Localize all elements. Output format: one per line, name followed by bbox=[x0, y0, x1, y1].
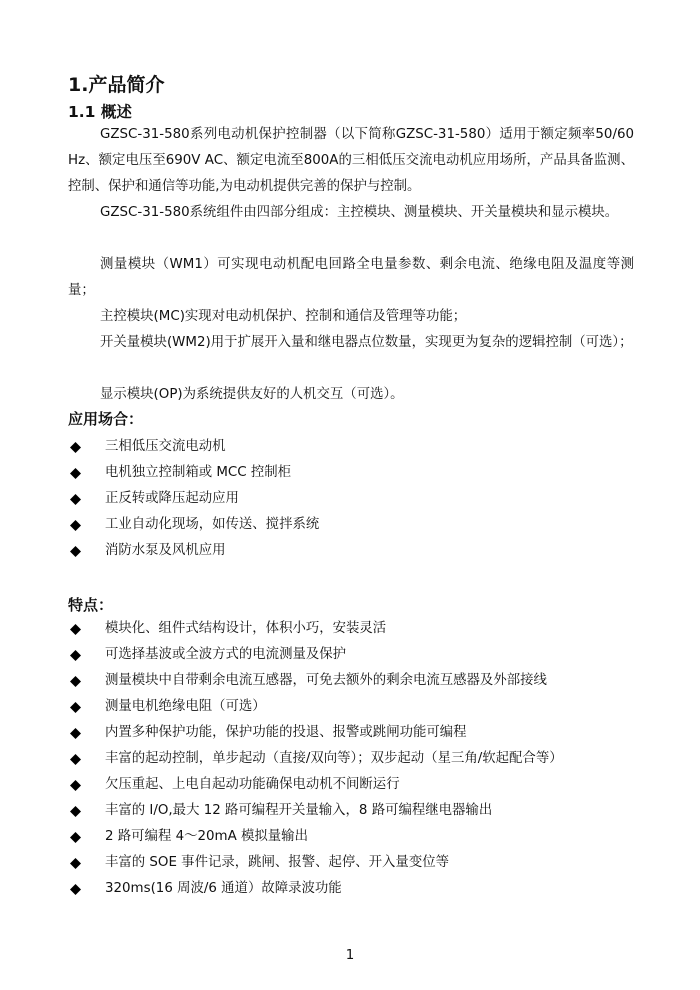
list-item: 丰富的 SOE 事件记录，跳闸、报警、起停、开入量变位等 bbox=[68, 850, 648, 876]
switch-module-paragraph: 开关量模块(WM2)用于扩展开入量和继电器点位数量，实现更为复杂的逻辑控制（可选）； bbox=[100, 335, 633, 350]
diamond-bullet-icon bbox=[70, 832, 81, 843]
diamond-bullet-icon bbox=[70, 884, 81, 895]
list-item: 可选择基波或全波方式的电流测量及保护 bbox=[68, 642, 648, 668]
diamond-bullet-icon bbox=[70, 650, 81, 661]
diamond-bullet-icon bbox=[70, 468, 81, 479]
diamond-bullet-icon bbox=[70, 442, 81, 453]
list-item: 工业自动化现场，如传送、搅拌系统 bbox=[68, 512, 648, 538]
list-item: 丰富的起动控制，单步起动（直接/双向等）；双步起动（星三角/软起配合等） bbox=[68, 746, 648, 772]
list-item: 欠压重起、上电自起动功能确保电动机不间断运行 bbox=[68, 772, 648, 798]
applications-list bbox=[68, 434, 648, 564]
section-heading: 1.1 概述 bbox=[68, 103, 132, 121]
list-item: 三相低压交流电动机 bbox=[68, 434, 648, 460]
diamond-bullet-icon bbox=[70, 806, 81, 817]
measurement-module-paragraph: 测量模块（WM1）可实现电动机配电回路全电量参数、剩余电流、绝缘电阻及温度等测量； bbox=[68, 257, 634, 298]
features-list bbox=[68, 616, 648, 902]
list-item: 丰富的 I/O,最大 12 路可编程开关量输入，8 路可编程继电器输出 bbox=[68, 798, 648, 824]
main-control-module-paragraph: 主控模块(MC)实现对电动机保护、控制和通信及管理等功能； bbox=[100, 309, 467, 324]
diamond-bullet-icon bbox=[70, 780, 81, 791]
list-item: 模块化、组件式结构设计，体积小巧，安装灵活 bbox=[68, 616, 648, 642]
page-number: 1 bbox=[345, 948, 355, 963]
components-paragraph: GZSC-31-580系统组件由四部分组成：主控模块、测量模块、开关量模块和显示模块。 bbox=[100, 205, 619, 220]
list-item: 320ms(16 周波/6 通道）故障录波功能 bbox=[68, 876, 648, 902]
diamond-bullet-icon bbox=[70, 858, 81, 869]
diamond-bullet-icon bbox=[70, 754, 81, 765]
list-item: 电机独立控制箱或 MCC 控制柜 bbox=[68, 460, 648, 486]
diamond-bullet-icon bbox=[70, 676, 81, 687]
applications-heading: 应用场合： bbox=[68, 410, 144, 428]
list-item: 正反转或降压起动应用 bbox=[68, 486, 648, 512]
list-item: 消防水泵及风机应用 bbox=[68, 538, 648, 564]
diamond-bullet-icon bbox=[70, 546, 81, 557]
features-heading: 特点： bbox=[68, 596, 114, 614]
diamond-bullet-icon bbox=[70, 624, 81, 635]
list-item: 测量电机绝缘电阻（可选） bbox=[68, 694, 648, 720]
display-module-paragraph: 显示模块(OP)为系统提供友好的人机交互（可选）。 bbox=[100, 387, 404, 402]
diamond-bullet-icon bbox=[70, 520, 81, 531]
list-item: 测量模块中自带剩余电流互感器，可免去额外的剩余电流互感器及外部接线 bbox=[68, 668, 648, 694]
overview-paragraph: GZSC-31-580系列电动机保护控制器（以下简称GZSC-31-580）适用于额定频率50/60Hz、额定电压至690V AC、额定电流至800A的三相低压交流电动机应用场所，产品具备监测、控制、保护和通信等功能,为电动机提供完善的保护与控制。 bbox=[68, 127, 634, 194]
diamond-bullet-icon bbox=[70, 494, 81, 505]
list-item: 内置多种保护功能，保护功能的投退、报警或跳闸功能可编程 bbox=[68, 720, 648, 746]
diamond-bullet-icon bbox=[70, 702, 81, 713]
diamond-bullet-icon bbox=[70, 728, 81, 739]
list-item: 2 路可编程 4～20mA 模拟量输出 bbox=[68, 824, 648, 850]
chapter-heading: 1.产品简介 bbox=[68, 74, 165, 96]
